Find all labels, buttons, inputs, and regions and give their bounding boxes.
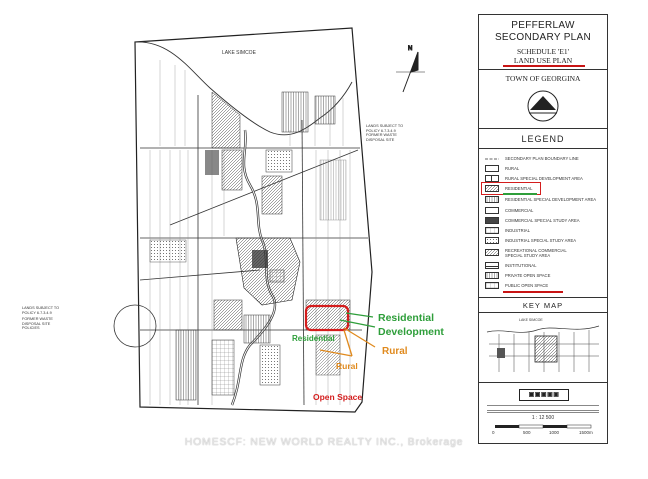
key-map-drawing [479, 314, 607, 380]
policy-circle [114, 305, 156, 347]
scale-tick: 1000 [549, 430, 560, 435]
watermark: HOMESCF: NEW WORLD REALTY INC., Brokerage [184, 436, 464, 448]
town-logo-icon [479, 86, 607, 126]
annotation-residential-development: Residential Development [378, 312, 444, 338]
scale-tick: 1500m [579, 430, 593, 435]
annotation-rural-left: Rural [336, 361, 358, 371]
scale-tick: 0 [492, 430, 495, 435]
key-map-block [479, 298, 607, 383]
scale-tick: 500 [523, 430, 531, 435]
annotation-rural-right: Rural [382, 346, 408, 357]
plan-title-line2: SECONDARY PLAN [494, 32, 592, 43]
public-open-space-underline [503, 291, 563, 293]
legend-heading: LEGEND [521, 134, 565, 144]
consultant-address [487, 405, 599, 411]
key-map-heading: KEY MAP [522, 301, 564, 310]
svg-text:N: N [408, 46, 413, 52]
title-panel [478, 14, 608, 444]
annotation-open-space: Open Space [313, 392, 363, 402]
plan-name: LAND USE PLAN [513, 56, 573, 65]
title-block [479, 15, 607, 70]
annotation-residential: Residential [292, 334, 335, 343]
plan-title-line1: PEFFERLAW [511, 20, 575, 31]
town-block [479, 70, 607, 129]
key-map-lake-label: LAKE SIMCOE [519, 318, 543, 322]
north-arrow-icon [396, 46, 425, 92]
scale-block [479, 383, 607, 442]
policy-note-east: LANDS SUBJECT TO POLICY 6.7.3.4.9 FORMER WASTE DISPOSAL SITE [366, 124, 404, 142]
scale-ratio: 1 : 12 500 [531, 415, 555, 421]
plan-name-underline [503, 65, 585, 67]
lake-label: LAKE SIMCOE [222, 50, 256, 56]
legend-block: LEGEND SECONDARY PLAN BOUNDARY LINE RURAL RURAL SPECIAL DEVELOPMENT AREA RESIDENTIAL RESIDENTIAL SPECIAL DEVELOPMENT AREA COMMERCIAL COMMERCIAL SPECIAL STUDY AREA INDUSTRIAL INDUSTRIAL SPECIAL STUDY AREA RECREATIONAL COMMERCIAL SPECIAL STUDY AREA INSTITUTIONAL PRIVATE OPEN SPACE PUBLIC OPEN SPACE [479, 129, 607, 298]
consultant-logo: ▣▣▣▣▣ [519, 389, 569, 401]
land-use-zones [150, 92, 350, 400]
schedule-label: SCHEDULE 'E1' [516, 47, 570, 56]
policy-note-west: LANDS SUBJECT TO POLICY 6.7.3.4.9 FORMER WASTE DISPOSAL SITE POLICIES [22, 306, 60, 331]
town-name: TOWN OF GEORGINA [505, 74, 581, 83]
